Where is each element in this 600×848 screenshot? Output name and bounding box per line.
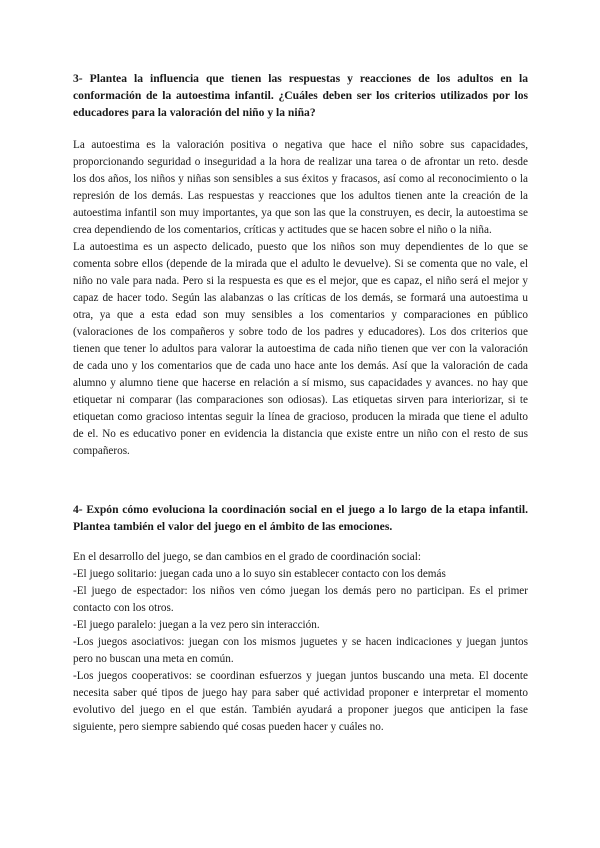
document-page: [73, 70, 528, 736]
question-4-intro: En el desarrollo del juego, se dan cambios en el grado de coordinación social:: [73, 551, 421, 563]
question-4-heading: 4- Expón cómo evoluciona la coordinación social en el juego a lo largo de la etapa infantil. Plantea también el valor del juego en el ámbito de las emociones.: [73, 503, 528, 533]
list-item-cooperativos: -Los juegos cooperativos: se coordinan esfuerzos y juegan juntos buscando una meta. El docente necesita saber qué tipos de juego hay para saber qué actividad proponer e interpretar el momento evolutivo del juego en el que están. También ayudará a proponer juegos que anticipen la fase siguiente, pero siempre sabiendo qué cosas pueden hacer y cuáles no.: [73, 670, 528, 733]
question-3-paragraph-2: La autoestima es un aspecto delicado, puesto que los niños son muy dependientes de lo que se comenta sobre ellos (depende de la mirada que el adulto le devuelve). Si se comenta que no vale, el niño no vale para nada. Pero si la respuesta es que es el mejor, que es capaz, el niño será el mejor y capaz de hacer todo. Según las alabanzas o las críticas de los demás, se formará una autoestima u otra, ya que a esta edad son muy sensibles a los comentarios y comparaciones en público (valoraciones de los compañeros y sobre todo de los padres y educadores). Los dos criterios que tienen que tener lo adultos para valorar la autoestima de cada niño tienen que ver con la valoración de cada uno y los comentarios que de cada uno hace ante los demás. Así que la valoración de cada alumno y alumno tiene que hacerse en relación a sí mismo, sus capacidades y avances. no hay que etiquetar ni comparar (las comparaciones son odiosas). Las etiquetas sirven para interiorizar, si te etiquetan como gracioso intentas seguir la línea de gracioso, producen la mirada que tiene el adulto de el. No es educativo poner en evidencia la distancia que existe entre un niño con el resto de sus compañeros.: [73, 241, 528, 457]
list-item-asociativos: -Los juegos asociativos: juegan con los mismos juguetes y se hacen indicaciones y juegan juntos pero no buscan una meta en común.: [73, 636, 528, 665]
question-3-heading: 3- Plantea la influencia que tienen las respuestas y reacciones de los adultos en la conformación de la autoestima infantil. ¿Cuáles deben ser los criterios utilizados por los educadores para la valoración del niño y la niña?: [73, 72, 528, 119]
list-item-espectador: -El juego de espectador: los niños ven cómo juegan los demás pero no participan. Es el primer contacto con los otros.: [73, 585, 528, 614]
list-item-solitario: -El juego solitario: juegan cada uno a lo suyo sin establecer contacto con los demás: [73, 568, 446, 580]
section-spacer: [73, 460, 528, 501]
question-3-paragraph-1: La autoestima es la valoración positiva o negativa que hace el niño sobre sus capacidades, proporcionando seguridad o inseguridad a la hora de realizar una tarea o de afrontar un reto. desde los dos años, los niños y niñas son sensibles a sus éxitos y fracasos, así como al reconocimiento o la represión de los demás. Las respuestas y reacciones que los adultos tienen ante la creación de la autoestima infantil son muy importantes, ya que son las que la construyen, es decir, la autoestima se crea dependiendo de los comentarios, críticas y actitudes que se hacen sobre el niño o la niña.: [73, 139, 528, 236]
list-item-paralelo: -El juego paralelo: juegan a la vez pero sin interacción.: [73, 619, 320, 631]
